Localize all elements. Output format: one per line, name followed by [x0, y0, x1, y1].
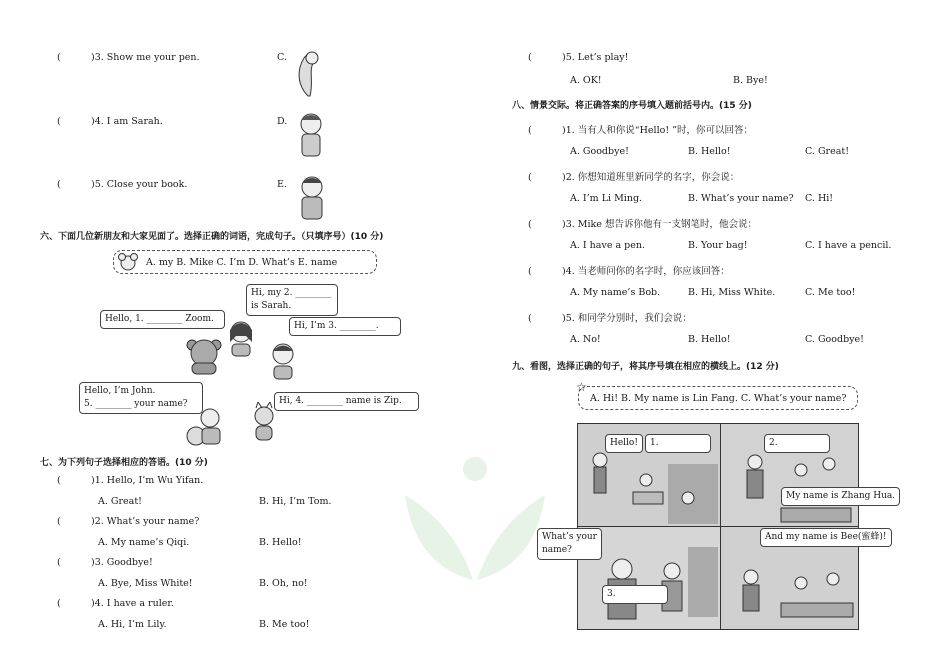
sec7-q3-a: A. Bye, Miss White!	[98, 578, 193, 589]
sec9-options: A. Hi! B. My name is Lin Fang. C. What’s your name?	[590, 393, 847, 404]
match-letter-e: E.	[277, 179, 287, 190]
sec7-q2-a: A. My name’s Qiqi.	[98, 537, 190, 548]
bubble-what-line2: name?	[542, 545, 572, 555]
sec6-options: A. my B. Mike C. I’m D. What’s E. name	[146, 257, 338, 268]
bubble-blank-1[interactable]	[645, 434, 711, 453]
bubble-zhang-hua: My name is Zhang Hua.	[781, 487, 900, 506]
answer-paren[interactable]: (	[528, 52, 532, 63]
bubble-what-line1: What’s your	[542, 532, 597, 542]
sarah-illustration	[224, 318, 258, 358]
blank-3-label: 3.	[607, 589, 616, 599]
match-item-3	[57, 52, 200, 63]
bubble-john-line2: 5. ________ your name?	[84, 399, 188, 409]
sec8-q3-a: A. I have a pen.	[570, 240, 645, 251]
blank-1-label: 1.	[650, 438, 659, 448]
answer-paren[interactable]: (	[57, 598, 61, 609]
sec7-q1	[57, 475, 203, 486]
sec8-q4-c: C. Me too!	[805, 287, 856, 298]
mike-illustration	[266, 340, 300, 380]
section-9-title: 九、看图，选择正确的句子，将其序号填在相应的横线上。(12 分)	[512, 362, 779, 372]
sec8-q3-b: B. Your bag!	[688, 240, 748, 251]
boy-illustration	[292, 175, 330, 223]
bubble-mike	[289, 317, 401, 336]
squirrel-illustration	[294, 46, 322, 98]
bubble-blank-2[interactable]	[764, 434, 830, 453]
blank-2-label: 2.	[769, 438, 778, 448]
question-text: )3. Mike 想告诉你他有一支钢笔时，他会说：	[562, 219, 757, 230]
answer-paren[interactable]: (	[528, 125, 532, 136]
sec8-q1-a: A. Goodbye!	[570, 146, 629, 157]
question-text: )1. 当有人和你说“Hello! ”时，你可以回答：	[562, 125, 754, 136]
question-text: )2. What’s your name?	[91, 516, 200, 527]
right-q5-b: B. Bye!	[733, 75, 768, 86]
paren-close: )	[91, 52, 95, 63]
sec7-q1-b: B. Hi, I’m Tom.	[259, 496, 332, 507]
sec8-q5	[528, 310, 692, 324]
sec8-q2-a: A. I’m Li Ming.	[570, 193, 643, 204]
sec8-q2-c: C. Hi!	[805, 193, 834, 204]
question-text: )3. Goodbye!	[91, 557, 153, 568]
star-icon: ☆	[576, 380, 587, 394]
question-text: )4. 当老师问你的名字时，你应该回答：	[562, 266, 730, 277]
sec7-q2	[57, 516, 199, 527]
bubble-sarah-line2: is Sarah.	[251, 301, 292, 311]
paren-close: )	[91, 116, 95, 127]
answer-paren[interactable]: (	[57, 179, 61, 190]
bubble-zoom-text: Hello, 1. ________ Zoom.	[105, 314, 214, 324]
match-letter-c: C.	[277, 52, 287, 63]
sec8-q2	[528, 169, 739, 183]
sec8-q5-a: A. No!	[570, 334, 601, 345]
sec7-q3	[57, 557, 153, 568]
bubble-hello: Hello!	[605, 434, 643, 453]
match-text: 5. Close your book.	[94, 179, 188, 190]
sec8-q5-c: C. Goodbye!	[805, 334, 864, 345]
bubble-bee: And my name is Bee(蜜蜂)!	[760, 528, 892, 547]
bubble-john	[79, 382, 203, 414]
sec7-q4	[57, 598, 174, 609]
match-item-5	[57, 179, 187, 190]
bubble-sarah-line1: Hi, my 2. ________	[251, 288, 332, 298]
answer-paren[interactable]: (	[57, 116, 61, 127]
sec7-q4-a: A. Hi, I’m Lily.	[98, 619, 167, 630]
sec8-q2-b: B. What’s your name?	[688, 193, 794, 204]
section-8-title: 八、情景交际。将正确答案的序号填入题前括号内。(15 分)	[512, 101, 752, 111]
bubble-whats-your-name	[537, 528, 602, 560]
sec7-q4-b: B. Me too!	[259, 619, 310, 630]
answer-paren[interactable]: (	[528, 266, 532, 277]
section-6-title: 六、下面几位新朋友和大家见面了。选择正确的词语，完成句子。（只填序号）(10 分)	[40, 232, 384, 242]
sec7-q2-b: B. Hello!	[259, 537, 302, 548]
girl-illustration	[293, 112, 327, 160]
section-7-title: 七、为下列句子选择相应的答语。(10 分)	[40, 458, 208, 468]
bubble-sarah	[246, 284, 338, 316]
right-q5-a: A. OK!	[570, 75, 602, 86]
match-letter-d: D.	[277, 116, 288, 127]
match-item-4	[57, 116, 163, 127]
zoom-bear-illustration	[184, 337, 224, 375]
bubble-mike-text: Hi, I’m 3. ________.	[294, 321, 379, 331]
bubble-blank-3[interactable]	[602, 585, 668, 604]
sec8-q1-b: B. Hello!	[688, 146, 731, 157]
right-q5	[528, 52, 628, 63]
sec8-q5-b: B. Hello!	[688, 334, 731, 345]
question-text: )1. Hello, I’m Wu Yifan.	[91, 475, 204, 486]
question-text: )5. Let’s play!	[562, 52, 629, 63]
mouse-icon	[116, 252, 140, 272]
leaf-logo-watermark	[395, 455, 555, 585]
answer-paren[interactable]: (	[57, 516, 61, 527]
answer-paren[interactable]: (	[57, 557, 61, 568]
sec8-q4	[528, 263, 730, 277]
answer-paren[interactable]: (	[528, 172, 532, 183]
sec8-q3-c: C. I have a pencil.	[805, 240, 892, 251]
sec8-q1-c: C. Great!	[805, 146, 850, 157]
paren-close: )	[91, 179, 95, 190]
bubble-zip	[274, 392, 419, 411]
match-text: 3. Show me your pen.	[94, 52, 200, 63]
sec8-q3	[528, 216, 757, 230]
sec7-q1-a: A. Great!	[98, 496, 142, 507]
answer-paren[interactable]: (	[57, 52, 61, 63]
answer-paren[interactable]: (	[57, 475, 61, 486]
bubble-john-line1: Hello, I’m John.	[84, 386, 156, 396]
question-text: )5. 和同学分别时，我们会说：	[562, 313, 692, 324]
zip-squirrel-illustration	[248, 402, 278, 442]
match-text: 4. I am Sarah.	[94, 116, 163, 127]
answer-paren[interactable]: (	[528, 219, 532, 230]
sec7-q3-b: B. Oh, no!	[259, 578, 308, 589]
answer-paren[interactable]: (	[528, 313, 532, 324]
sec8-q4-a: A. My name’s Bob.	[570, 287, 661, 298]
bubble-zoom	[100, 310, 225, 329]
sec8-q4-b: B. Hi, Miss White.	[688, 287, 776, 298]
question-text: )2. 你想知道班里新同学的名字，你会说：	[562, 172, 740, 183]
john-illustration	[186, 406, 226, 446]
sec8-q1	[528, 122, 753, 136]
bubble-zip-text: Hi, 4. ________ name is Zip.	[279, 396, 402, 406]
question-text: )4. I have a ruler.	[91, 598, 174, 609]
